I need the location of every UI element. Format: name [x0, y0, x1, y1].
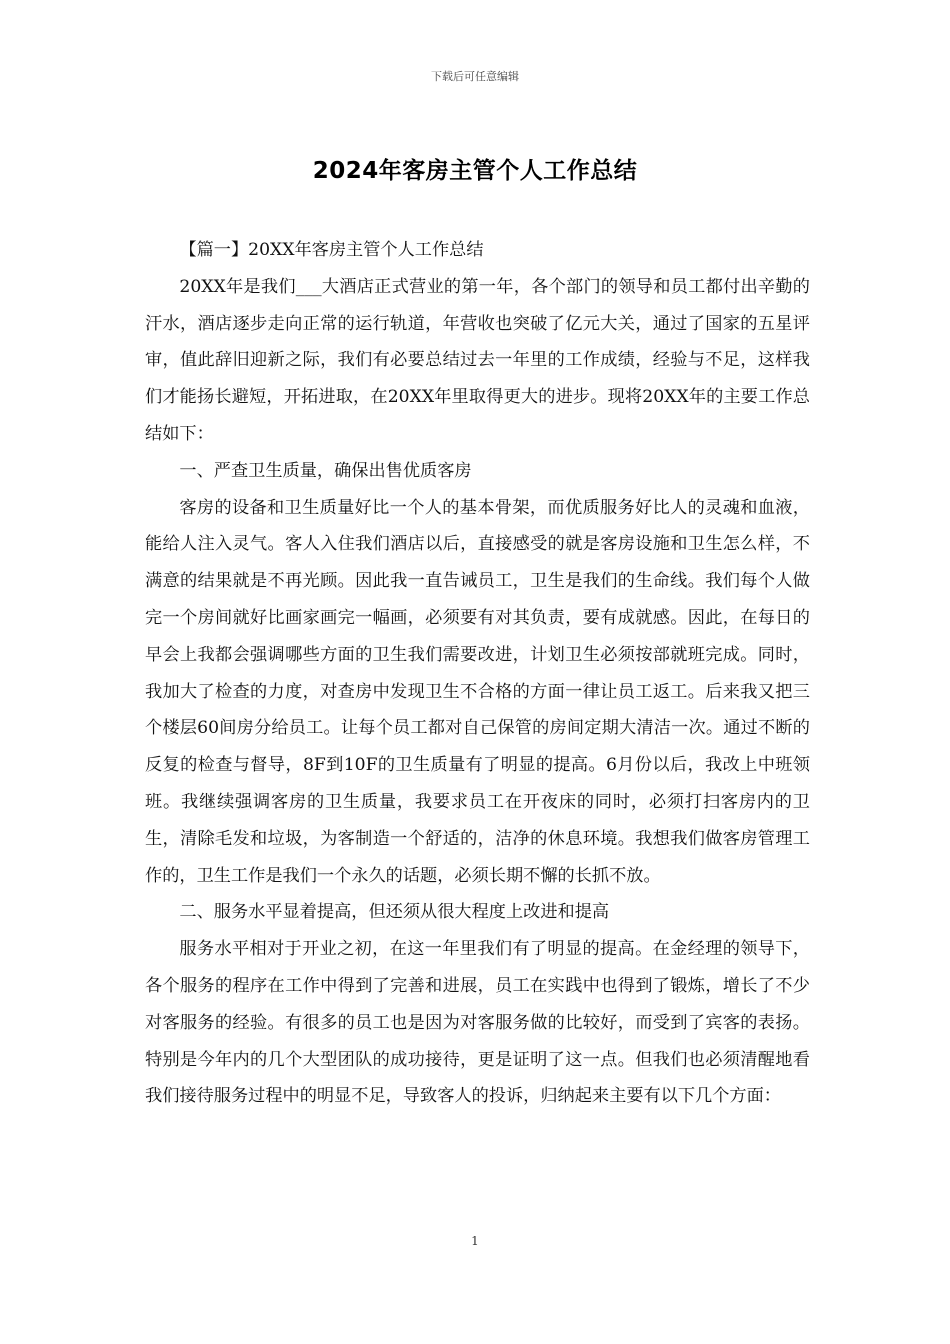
hygiene-paragraph: 客房的设备和卫生质量好比一个人的基本骨架，而优质服务好比人的灵魂和血液，能给人注入灵气。客人入住我们酒店以后，直接感受的就是客房设施和卫生怎么样，不满意的结果就是不再光顾。因此我一直告诫员工，卫生是我们的生命线。我们每个人做完一个房间就好比画家画完一幅画，必须要有对其负责，要有成就感。因此，在每日的早会上我都会强调哪些方面的卫生我们需要改进，计划卫生必须按部就班完成。同时，我加大了检查的力度，对查房中发现卫生不合格的方面一律让员工返工。后来我又把三个楼层60间房分给员工。让每个员工都对自己保管的房间定期大清洁一次。通过不断的反复的检查与督导，8F到10F的卫生质量有了明显的提高。6月份以后，我改上中班领班。我继续强调客房的卫生质量，我要求员工在开夜床的同时，必须打扫客房内的卫生，清除毛发和垃圾，为客制造一个舒适的，洁净的休息环境。我想我们做客房管理工作的，卫生工作是我们一个永久的话题，必须长期不懈的长抓不放。 — [145, 497, 810, 886]
section-heading-hygiene: 一、严查卫生质量，确保出售优质客房 — [179, 460, 472, 481]
section-heading-service: 二、服务水平显着提高，但还须从很大程度上改进和提高 — [179, 902, 610, 923]
intro-paragraph: 20XX年是我们___大酒店正式营业的第一年，各个部门的领导和员工都付出辛勤的汗水，酒店逐步走向正常的运行轨道，年营收也突破了亿元大关，通过了国家的五星评审，值此辞旧迎新之际，我们有必要总结过去一年里的工作成绩，经验与不足，这样我们才能扬长避短，开拓进取，在20XX年里取得更大的进步。现将20XX年的主要工作总结如下： — [145, 276, 810, 444]
header-note: 下载后可任意编辑 — [431, 70, 519, 83]
document-body — [145, 232, 810, 1115]
service-paragraph: 服务水平相对于开业之初，在这一年里我们有了明显的提高。在金经理的领导下，各个服务的程序在工作中得到了完善和进展，员工在实践中也得到了锻炼，增长了不少对客服务的经验。有很多的员工也是因为对客服务做的比较好，而受到了宾客的表扬。特别是今年内的几个大型团队的成功接待，更是证明了这一点。但我们也必须清醒地看我们接待服务过程中的明显不足，导致客人的投诉，归纳起来主要有以下几个方面： — [145, 939, 810, 1107]
section-heading-part-one: 【篇一】20XX年客房主管个人工作总结 — [179, 240, 484, 260]
document-title: 2024年客房主管个人工作总结 — [312, 158, 638, 184]
page-number: 1 — [471, 1234, 479, 1248]
